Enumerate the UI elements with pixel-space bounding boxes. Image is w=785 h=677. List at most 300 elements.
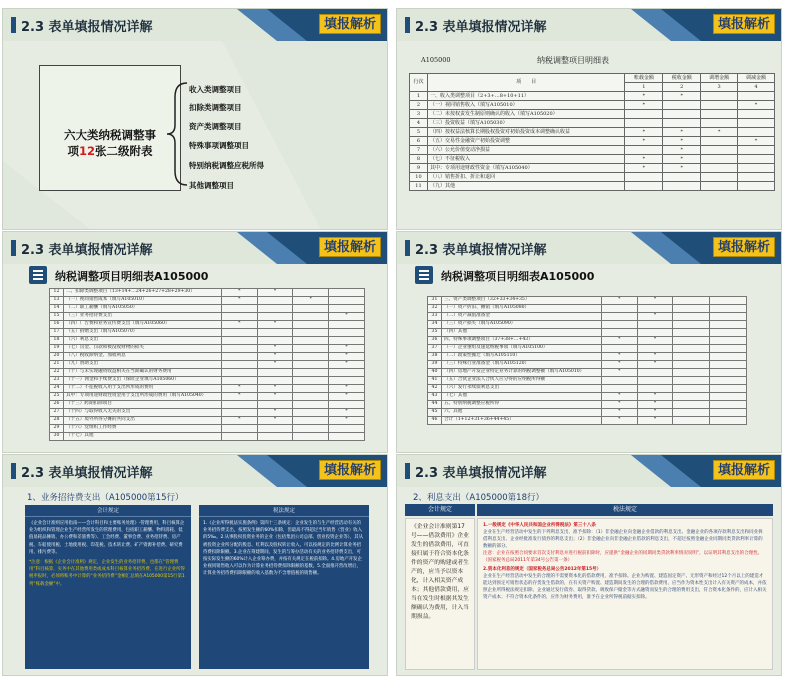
- row-number-cell: 37: [428, 345, 442, 353]
- value-cell: [221, 345, 257, 353]
- table-row: [50, 289, 365, 297]
- value-cell: [221, 433, 257, 441]
- value-cell: *: [257, 345, 293, 353]
- value-cell: [637, 305, 673, 313]
- value-cell: [673, 337, 710, 345]
- value-cell: [601, 385, 637, 393]
- row-number-cell: 24: [50, 385, 64, 393]
- value-cell: *: [663, 137, 701, 146]
- value-cell: [293, 289, 329, 297]
- badge-label: 填报解析: [319, 237, 381, 257]
- item-cell: 其中：专项用途财政性资金（填写A105040）: [427, 164, 624, 173]
- item-cell: （五）合伙企业法人合伙人应分得的应纳税所得额: [441, 377, 601, 385]
- value-cell: [637, 321, 673, 329]
- adjustment-table: [409, 73, 775, 191]
- value-cell: [710, 305, 747, 313]
- value-cell: [625, 182, 663, 191]
- value-cell: *: [257, 409, 293, 417]
- item-cell: （十二）不征税收入用于支出所形成的费用: [63, 385, 221, 393]
- value-cell: [221, 425, 257, 433]
- value-cell: *: [329, 385, 365, 393]
- value-cell: [710, 385, 747, 393]
- row-number-cell: 38: [428, 353, 442, 361]
- value-cell: *: [625, 155, 663, 164]
- value-cell: [673, 345, 710, 353]
- value-cell: [293, 321, 329, 329]
- row-number-cell: 22: [50, 369, 64, 377]
- item-cell: 六、其他: [441, 409, 601, 417]
- header-accent-bar: [405, 240, 410, 256]
- item-cell: （五）捐赠支出（填写A105070）: [63, 329, 221, 337]
- value-cell: [738, 119, 775, 128]
- value-cell: *: [329, 313, 365, 321]
- value-cell: *: [601, 297, 637, 305]
- rule-note: 注意：企业在按照合同要求首次支付利息并进行税前扣除时，应提供“金融企业的同期同类贷款利率情况说明”，以证明其利息支出的合理性。（国家税务总局2011年第34号公告第一条）: [483, 551, 763, 563]
- value-cell: [293, 409, 329, 417]
- item-cell: （一）视同销售成本（填写A105010）: [63, 297, 221, 305]
- value-cell: [738, 155, 775, 164]
- value-cell: *: [637, 337, 673, 345]
- item-cell: （二）职工薪酬（填写A105050）: [63, 305, 221, 313]
- value-cell: *: [625, 137, 663, 146]
- value-cell: [673, 369, 710, 377]
- item-cell: 其中：专项用途财政性资金用于支出所形成的费用（填写A105040）: [63, 393, 221, 401]
- value-cell: [221, 361, 257, 369]
- value-cell: *: [221, 417, 257, 425]
- row-number-cell: 45: [428, 409, 442, 417]
- row-number-cell: 41: [428, 377, 442, 385]
- value-cell: *: [329, 393, 365, 401]
- value-cell: [663, 101, 701, 110]
- column-header: 会计规定: [405, 504, 475, 516]
- item-cell: （四）广告费和业务宣传费支出（填写A105060）: [63, 321, 221, 329]
- row-number-cell: 7: [410, 146, 428, 155]
- row-number-cell: 34: [428, 321, 442, 329]
- row-number-cell: 18: [50, 337, 64, 345]
- value-cell: [710, 329, 747, 337]
- table-row: [410, 182, 775, 191]
- value-cell: *: [637, 297, 673, 305]
- table-row: [428, 337, 747, 345]
- table-row: [410, 128, 775, 137]
- item-cell: 五、特别纳税调整应税所得: [441, 401, 601, 409]
- value-cell: [257, 401, 293, 409]
- row-number-cell: 12: [50, 289, 64, 297]
- value-cell: [293, 385, 329, 393]
- value-cell: [701, 137, 738, 146]
- item-cell: （十七）其他: [63, 433, 221, 441]
- row-number-cell: 2: [410, 101, 428, 110]
- value-cell: [293, 393, 329, 401]
- table-subtitle: 纳税调整项目明细表A105000: [441, 270, 595, 283]
- row-number-cell: 3: [410, 110, 428, 119]
- value-cell: [673, 409, 710, 417]
- value-cell: [738, 92, 775, 101]
- section-title: 2、利息支出（A105000第18行）: [413, 493, 544, 503]
- badge-label: 填报解析: [713, 460, 775, 480]
- value-cell: [257, 297, 293, 305]
- item-cell: （二）资产减值准备金: [441, 313, 601, 321]
- value-cell: *: [663, 92, 701, 101]
- item-cell: （六）利息支出: [63, 337, 221, 345]
- value-cell: [637, 377, 673, 385]
- table-row: [428, 305, 747, 313]
- badge-label: 填报解析: [713, 14, 775, 34]
- row-number-cell: 27: [50, 409, 64, 417]
- value-cell: [673, 361, 710, 369]
- value-cell: [221, 337, 257, 345]
- value-cell: *: [601, 353, 637, 361]
- table-row: [428, 313, 747, 321]
- rule-heading: 2.资本化利息的规定（国家税务总局公告2012年第15号）: [483, 567, 602, 572]
- row-number-cell: 10: [410, 173, 428, 182]
- value-cell: [625, 173, 663, 182]
- value-cell: [257, 433, 293, 441]
- row-number-cell: 17: [50, 329, 64, 337]
- row-number-cell: 44: [428, 401, 442, 409]
- table-row: [410, 101, 775, 110]
- value-cell: [663, 173, 701, 182]
- tax-rule-cell: [477, 518, 773, 670]
- table-row: [428, 393, 747, 401]
- item-cell: （五）交易性金融资产初始投资调整: [427, 137, 624, 146]
- panel-header: 会计规定: [25, 505, 191, 517]
- value-cell: [329, 305, 365, 313]
- value-cell: *: [221, 297, 257, 305]
- column-header: 税法规定: [477, 504, 773, 516]
- mindmap-title: 六大类纳税调整事 项12张二级附表: [64, 128, 156, 158]
- slide-header: [397, 9, 781, 41]
- page-title: 2.3 表单填报情况详解: [415, 466, 547, 481]
- item-cell: （十一）佣金和手续费支出（保险企业填写A105060）: [63, 377, 221, 385]
- value-cell: *: [625, 101, 663, 110]
- row-number-cell: 9: [410, 164, 428, 173]
- value-cell: [329, 329, 365, 337]
- value-cell: *: [257, 353, 293, 361]
- value-cell: [329, 289, 365, 297]
- value-cell: [710, 297, 747, 305]
- list-icon: [29, 266, 47, 284]
- item-cell: （八）销售折扣、折让和退回: [427, 173, 624, 182]
- value-cell: *: [637, 313, 673, 321]
- value-cell: [738, 110, 775, 119]
- value-cell: [673, 377, 710, 385]
- value-cell: *: [257, 417, 293, 425]
- value-cell: [663, 182, 701, 191]
- value-cell: [221, 353, 257, 361]
- value-cell: [701, 92, 738, 101]
- item-cell: 一、收入类调整项目（2+3+…8+10+11）: [427, 92, 624, 101]
- adjustment-table: [49, 288, 365, 441]
- column-header: 调减金额: [738, 74, 775, 83]
- row-number-cell: 13: [50, 297, 64, 305]
- value-cell: [329, 433, 365, 441]
- header-accent-bar: [405, 17, 410, 33]
- value-cell: *: [257, 393, 293, 401]
- table-row: [410, 173, 775, 182]
- value-cell: *: [663, 164, 701, 173]
- table-row: [50, 361, 365, 369]
- value-cell: [257, 329, 293, 337]
- brace-connector: [165, 81, 189, 187]
- item-cell: （四）房地产开发企业特定业务计算的纳税调整额（填写A105010）: [441, 369, 601, 377]
- value-cell: [257, 377, 293, 385]
- value-cell: [673, 393, 710, 401]
- value-cell: [601, 345, 637, 353]
- row-number-cell: 20: [50, 353, 64, 361]
- table-row: [410, 92, 775, 101]
- value-cell: [710, 337, 747, 345]
- page-title: 2.3 表单填报情况详解: [415, 20, 547, 35]
- value-cell: [221, 305, 257, 313]
- table-row: [410, 119, 775, 128]
- mindmap-item-special-tax: 特别纳税调整应税所得: [189, 161, 264, 170]
- item-cell: （三）特殊行业准备金（填写A105120）: [441, 361, 601, 369]
- table-row: [428, 377, 747, 385]
- value-cell: [710, 353, 747, 361]
- table-row: [410, 155, 775, 164]
- value-cell: [221, 401, 257, 409]
- section-title: 1、业务招待费支出（A105000第15行）: [27, 493, 184, 503]
- value-cell: [625, 119, 663, 128]
- item-cell: （十五）境外所得分摊的共同支出: [63, 417, 221, 425]
- rule-text: 企业在生产经营活动中发生的合理的不需要资本化的借款费用，准予扣除。企业为购置、建造固定资产、无形资产和经过12个月以上的建造才能达到预定可销售状态的存货发生借款的，在有关资产购置、建造期间发生的合理的借款费用，应当作为资本性支出计入有关资产的成本，并依照企业所得税法规定扣除。企业通过发行债券、取得贷款、吸收保户储金等方式融资而发生的合理的费用支出，符合资本化条件的，应计入相关资产成本；不符合资本化条件的，应作为财务费用，准予在企业所得税前据实扣除。: [483, 574, 767, 600]
- item-cell: （六）公允价值变动净损益: [427, 146, 624, 155]
- page-title: 2.3 表单填报情况详解: [415, 243, 547, 258]
- value-cell: [637, 369, 673, 377]
- slide-5: [2, 454, 388, 676]
- table-row: [50, 313, 365, 321]
- table-row: [428, 361, 747, 369]
- table-row: [428, 401, 747, 409]
- item-cell: （三）投资收益（填写A105030）: [427, 119, 624, 128]
- value-cell: *: [738, 137, 775, 146]
- value-cell: [701, 119, 738, 128]
- row-number-cell: 21: [50, 361, 64, 369]
- row-number-cell: 43: [428, 393, 442, 401]
- value-cell: [701, 146, 738, 155]
- rules-table: [405, 504, 773, 670]
- value-cell: [625, 110, 663, 119]
- item-cell: （三）资产损失（填写A105090）: [441, 321, 601, 329]
- value-cell: *: [257, 385, 293, 393]
- value-cell: [293, 337, 329, 345]
- accounting-rule-panel: [25, 505, 191, 669]
- table-row: [428, 409, 747, 417]
- value-cell: [625, 146, 663, 155]
- panel-text: 1.《企业所得税法实施条例》第四十三条规定：企业发生的与生产经营活动有关的业务招待费支出，按照发生额的60%扣除，但最高不得超过当年销售（营业）收入的5‰。2.从事股权投资业务的企业（包括集团公司总部、创业投资企业等），其从被投资企业所分配的股息、红利以及股权转让收入，可以按规定的比例计算业务招待费扣除限额。3.企业在筹建期间，发生的与筹办活动有关的业务招待费支出，可按实际发生额的60%计入企业筹办费，并按有关规定在税前扣除。4.房地产开发企业视同销售收入可以作为计算业务招待费扣除限额的基数。5.全面推开营改增后，计算业务招待费扣除限额的收入基数为不含增值税的销售额。: [203, 521, 363, 577]
- table-row: [410, 164, 775, 173]
- row-number-cell: 8: [410, 155, 428, 164]
- value-cell: *: [637, 353, 673, 361]
- slide-header: [3, 9, 387, 41]
- row-number-cell: 23: [50, 377, 64, 385]
- value-cell: [601, 305, 637, 313]
- row-number-cell: 36: [428, 337, 442, 345]
- item-cell: 四、特殊事项调整项目（37+38+…+43）: [441, 337, 601, 345]
- row-number-cell: 19: [50, 345, 64, 353]
- item-cell: （一）企业重组及递延纳税事项（填写A105100）: [441, 345, 601, 353]
- mindmap-item-other: 其他调整项目: [189, 181, 234, 190]
- table-row: [50, 297, 365, 305]
- row-number-cell: 1: [410, 92, 428, 101]
- value-cell: [637, 385, 673, 393]
- value-cell: *: [329, 353, 365, 361]
- item-cell: （一）视同销售收入（填写A105010）: [427, 101, 624, 110]
- value-cell: [673, 321, 710, 329]
- value-cell: *: [601, 369, 637, 377]
- table-header-row: [410, 74, 775, 83]
- row-number-cell: 16: [50, 321, 64, 329]
- value-cell: [329, 337, 365, 345]
- slide-header: [397, 455, 781, 487]
- item-cell: （六）发行永续债利息支出: [441, 385, 601, 393]
- value-cell: [710, 401, 747, 409]
- item-cell: （七）其他: [441, 393, 601, 401]
- column-header: 税收金额: [663, 74, 701, 83]
- value-cell: *: [601, 409, 637, 417]
- row-number-cell: 42: [428, 385, 442, 393]
- item-cell: 合计（1+12+31+36+44+45）: [441, 417, 601, 425]
- row-number-cell: 14: [50, 305, 64, 313]
- slide-6: [396, 454, 782, 676]
- table-row: [428, 417, 747, 425]
- value-cell: [221, 377, 257, 385]
- table-row: [50, 417, 365, 425]
- row-number-cell: 26: [50, 401, 64, 409]
- table-row: [50, 433, 365, 441]
- value-cell: *: [637, 393, 673, 401]
- value-cell: *: [637, 409, 673, 417]
- table-row: [50, 385, 365, 393]
- value-cell: [601, 329, 637, 337]
- row-number-cell: 40: [428, 369, 442, 377]
- slide-header: [397, 232, 781, 264]
- table-row: [50, 329, 365, 337]
- value-cell: *: [663, 155, 701, 164]
- value-cell: [601, 313, 637, 321]
- value-cell: *: [601, 337, 637, 345]
- slide-1: [2, 8, 388, 230]
- row-number-cell: 25: [50, 393, 64, 401]
- slide-3: [2, 231, 388, 453]
- value-cell: [293, 433, 329, 441]
- header-accent-bar: [11, 463, 16, 479]
- rule-text: 企业在生产经营活动中发生的下列利息支出，准予扣除：（1）非金融企业向金融企业借款的利息支出、金融企业的各项存款利息支出和同业拆借利息支出、企业经批准发行债券的利息支出；（2）非金融企业向非金融企业借款的利息支出，不超过按照金融企业同期同类贷款利率计算的数额的部分。: [483, 530, 763, 549]
- badge-label: 填报解析: [319, 460, 381, 480]
- panel-note: *注意：根据《企业会计准则》规定，企业发生的业务招待费，也都在“管理费用”科目核算，实务中在其他费用类或成本科目核算业务招待费，在进行企业所得税申报时，必须将账务中计算的“业务招待费”金额汇总填在A105000第15行第1列“账载金额”中。: [29, 560, 185, 587]
- value-cell: *: [701, 128, 738, 137]
- value-cell: [673, 297, 710, 305]
- item-cell: （九）其他: [427, 182, 624, 191]
- value-cell: *: [601, 361, 637, 369]
- value-cell: [673, 417, 710, 425]
- value-cell: [701, 155, 738, 164]
- item-cell: （八）税收滞纳金、加收利息: [63, 353, 221, 361]
- item-cell: （七）罚金、罚款和被没收财物的损失: [63, 345, 221, 353]
- value-cell: *: [329, 409, 365, 417]
- item-cell: （十四）与取得收入无关的支出: [63, 409, 221, 417]
- value-cell: [710, 393, 747, 401]
- value-cell: *: [637, 401, 673, 409]
- row-number-cell: 39: [428, 361, 442, 369]
- mindmap-item-special: 特殊事项调整项目: [189, 141, 249, 150]
- item-cell: （一）资产折旧、摊销（填写A105080）: [441, 305, 601, 313]
- value-cell: [221, 409, 257, 417]
- table-row: [50, 321, 365, 329]
- rule-heading: 1.一般规定《中华人民共和国企业所得税法》第三十八条: [483, 523, 596, 528]
- value-cell: [329, 297, 365, 305]
- table-row: [50, 377, 365, 385]
- form-code: A105000: [421, 56, 451, 64]
- value-cell: *: [625, 92, 663, 101]
- table-row: [428, 369, 747, 377]
- value-cell: [293, 345, 329, 353]
- value-cell: [673, 313, 710, 321]
- badge-label: 填报解析: [319, 14, 381, 34]
- table-row: [50, 409, 365, 417]
- value-cell: [673, 385, 710, 393]
- value-cell: [293, 313, 329, 321]
- value-cell: [701, 182, 738, 191]
- value-cell: [221, 313, 257, 321]
- value-cell: *: [637, 361, 673, 369]
- value-cell: *: [663, 128, 701, 137]
- row-number-cell: 30: [50, 433, 64, 441]
- badge-label: 填报解析: [713, 237, 775, 257]
- header-accent-bar: [405, 463, 410, 479]
- accounting-rule-cell: 《企业会计准则第17号——借款费用》企业发生的借款费用，可直接归属于符合资本化条件的资产的购建或者生产的，应当予以资本化，计入相关资产成本；其他借款费用，应当在发生时根据其发生额确认为费用，计入当期损益。: [405, 518, 475, 670]
- value-cell: [293, 417, 329, 425]
- row-number-cell: 33: [428, 313, 442, 321]
- table-row: [50, 305, 365, 313]
- value-cell: [738, 146, 775, 155]
- mindmap-item-deduction: 扣除类调整项目: [189, 103, 242, 112]
- value-cell: [710, 369, 747, 377]
- value-cell: [329, 401, 365, 409]
- table-row: [428, 345, 747, 353]
- row-number-cell: 32: [428, 305, 442, 313]
- table-row: [428, 321, 747, 329]
- value-cell: [701, 173, 738, 182]
- slide-header: [3, 232, 387, 264]
- value-cell: [637, 329, 673, 337]
- value-cell: *: [329, 345, 365, 353]
- value-cell: *: [221, 393, 257, 401]
- item-cell: （十六）党组织工作经费: [63, 425, 221, 433]
- table-row: [50, 369, 365, 377]
- value-cell: [329, 321, 365, 329]
- item-cell: （九）赞助支出: [63, 361, 221, 369]
- table-row: [410, 110, 775, 119]
- row-number-cell: 11: [410, 182, 428, 191]
- header-accent-bar: [11, 240, 16, 256]
- value-cell: *: [601, 417, 637, 425]
- slide-4: [396, 231, 782, 453]
- value-cell: [221, 329, 257, 337]
- value-cell: [293, 425, 329, 433]
- value-cell: [701, 110, 738, 119]
- table-row: [50, 401, 365, 409]
- table-row: [50, 393, 365, 401]
- value-cell: [738, 164, 775, 173]
- value-cell: [293, 369, 329, 377]
- slide-2: [396, 8, 782, 230]
- value-cell: [257, 337, 293, 345]
- value-cell: [738, 128, 775, 137]
- value-cell: [738, 182, 775, 191]
- value-cell: [329, 369, 365, 377]
